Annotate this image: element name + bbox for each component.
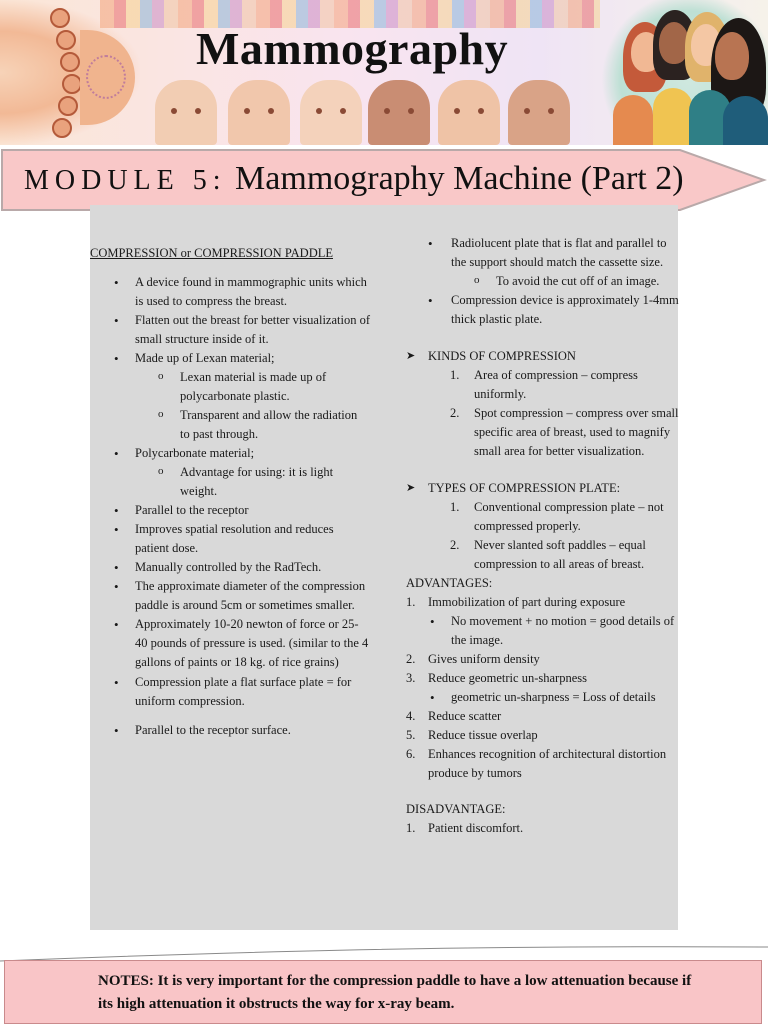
list-item: [406, 536, 681, 574]
sub-list-item: o Transparent and allow the radiation to past through.: [90, 406, 370, 444]
torso-illustration: [300, 80, 362, 145]
torso-illustration: [228, 80, 290, 145]
list-item: [406, 498, 681, 536]
torso-illustration: [438, 80, 500, 145]
item-number: 3.: [406, 671, 416, 685]
item-text: Immobilization of part during exposure: [428, 595, 626, 609]
list-item: [406, 669, 681, 688]
section-heading: COMPRESSION or COMPRESSION PADDLE: [90, 246, 333, 260]
header-banner: [0, 0, 768, 145]
list-item: • Approximately 10-20 newton of force or 25-40 pounds of pressure is used. (similar to the 4 gallons of paints or 18 kg. of rice grains): [90, 615, 370, 672]
list-item: [406, 707, 681, 726]
item-text: Never slanted soft paddles – equal compression to all areas of breast.: [474, 538, 646, 571]
advantages-list: [406, 593, 681, 783]
disadvantage-heading: DISADVANTAGE:: [406, 802, 506, 816]
item-number: 2.: [450, 406, 460, 420]
list-item: [406, 745, 681, 783]
page-title: Mammography: [196, 23, 509, 74]
list-item: [406, 593, 681, 612]
item-number: 2.: [406, 652, 416, 666]
item-text: Conventional compression plate – not compressed properly.: [474, 500, 664, 533]
list-item: • Parallel to the receptor surface.: [90, 721, 370, 740]
item-text: Gives uniform density: [428, 652, 540, 666]
item-number: 2.: [450, 538, 460, 552]
advantages-heading: ADVANTAGES:: [406, 576, 493, 590]
torso-illustration: [368, 80, 430, 145]
list-item: • Compression plate a flat surface plate = for uniform compression.: [90, 673, 370, 711]
list-item: • A device found in mammographic units which is used to compress the breast.: [90, 273, 370, 311]
item-number: 1.: [406, 595, 416, 609]
item-text: Enhances recognition of architectural distortion produce by tumors: [428, 747, 667, 780]
sub-list-item: • No movement + no motion = good details of the image.: [406, 612, 681, 650]
item-text: Reduce scatter: [428, 709, 502, 723]
list-item: • Compression device is approximately 1-4mm thick plastic plate.: [406, 291, 681, 329]
item-number: 1.: [450, 500, 460, 514]
notes-text: NOTES: It is very important for the compression paddle to have a low attenuation because if its high attenuation it obstructs the way for x-ray beam.: [98, 973, 692, 1012]
list-item: [406, 366, 681, 404]
item-number: 1.: [450, 368, 460, 382]
torso-illustration: [155, 80, 217, 145]
list-item: • The approximate diameter of the compression paddle is around 5cm or sometimes smaller.: [90, 577, 370, 615]
types-heading: ➤ TYPES OF COMPRESSION PLATE:: [406, 479, 681, 498]
list-item: • Manually controlled by the RadTech.: [90, 558, 370, 577]
list-item: • Improves spatial resolution and reduces patient dose.: [90, 520, 370, 558]
women-faces-illustration: [593, 0, 768, 145]
item-number: 5.: [406, 728, 416, 742]
disadvantage-list: [406, 819, 681, 838]
breast-anatomy-illustration: [0, 0, 140, 145]
list-item: [406, 726, 681, 745]
item-text: Patient discomfort.: [428, 821, 524, 835]
right-column: [406, 234, 681, 838]
sub-list-item: • geometric un-sharpness = Loss of details: [406, 688, 681, 707]
item-number: 4.: [406, 709, 416, 723]
sub-list-item: o Lexan material is made up of polycarbonate plastic.: [90, 368, 370, 406]
plate-list: [406, 234, 681, 329]
left-column: [90, 244, 370, 740]
list-item: • Made up of Lexan material;: [90, 349, 370, 368]
item-number: 6.: [406, 747, 416, 761]
torso-illustration: [508, 80, 570, 145]
module-title: Mammography Machine (Part 2): [235, 160, 684, 197]
module-heading: [24, 160, 684, 198]
compression-list: [90, 273, 370, 740]
item-text: Area of compression – compress uniformly.: [474, 368, 638, 401]
types-list: [406, 498, 681, 574]
list-item: • Parallel to the receptor: [90, 501, 370, 520]
list-item: • Polycarbonate material;: [90, 444, 370, 463]
list-item: [406, 650, 681, 669]
module-prefix: MODULE 5:: [24, 165, 227, 196]
item-number: 1.: [406, 821, 416, 835]
item-text: Reduce tissue overlap: [428, 728, 538, 742]
list-item: • Radiolucent plate that is flat and parallel to the support should match the cassette size.: [406, 234, 681, 272]
list-item: [406, 819, 681, 838]
list-item: [406, 404, 681, 461]
list-item: • Flatten out the breast for better visualization of small structure inside of it.: [90, 311, 370, 349]
kinds-list: [406, 366, 681, 461]
item-text: Spot compression – compress over small specific area of breast, used to magnify small area for better visualization.: [474, 406, 679, 458]
sub-list-item: o Advantage for using: it is light weight.: [90, 463, 370, 501]
sub-list-item: o To avoid the cut off of an image.: [406, 272, 681, 291]
kinds-heading: ➤ KINDS OF COMPRESSION: [406, 347, 681, 366]
item-text: Reduce geometric un-sharpness: [428, 671, 587, 685]
